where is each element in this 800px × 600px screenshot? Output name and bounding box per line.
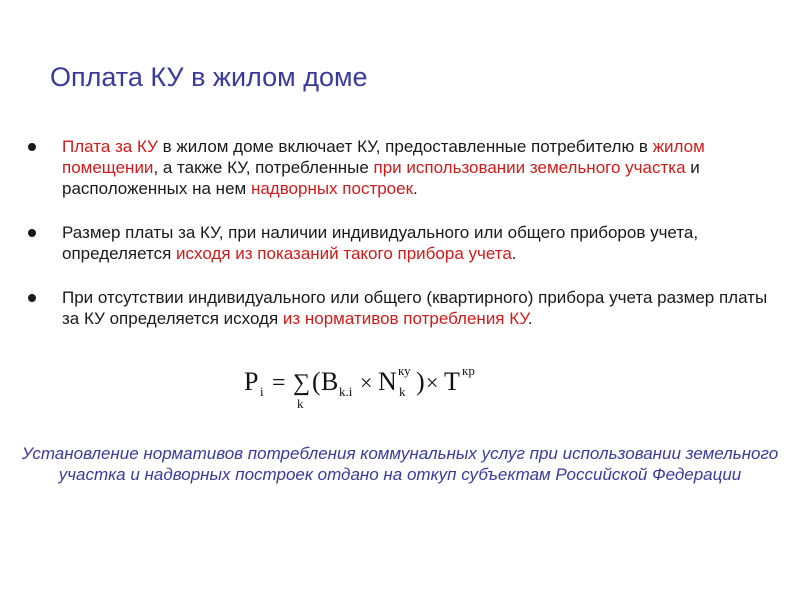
text-segment: Плата за КУ <box>62 137 158 156</box>
formula-times-2: × <box>426 370 439 395</box>
formula-n-sup: ку <box>398 363 411 378</box>
payment-formula <box>244 360 524 416</box>
formula-lhs-sub: i <box>260 384 264 399</box>
text-segment: , а также КУ, потребленные <box>153 158 374 177</box>
text-segment: жилом помещении <box>62 137 705 177</box>
formula-svg <box>244 360 524 416</box>
formula-t: T <box>444 367 460 396</box>
bullet-dot-icon <box>28 294 36 302</box>
formula-equals: = <box>272 370 286 396</box>
text-segment: из нормативов потребления КУ <box>282 309 528 328</box>
formula-close-paren: ) <box>416 367 425 396</box>
text-segment: . <box>527 309 533 328</box>
bullet-dot-icon <box>28 229 36 237</box>
text-segment: . <box>413 179 418 198</box>
formula-times-1: × <box>360 370 373 395</box>
text-segment: исходя из показаний такого прибора учета <box>176 244 512 263</box>
bullet-item <box>22 287 782 329</box>
formula-n: N <box>378 367 397 396</box>
text-segment: надворных построек <box>250 179 414 198</box>
text-segment: в жилом доме включает КУ, предоставленные потребителю в <box>157 137 653 156</box>
bullet-item <box>22 222 782 264</box>
bullet-dot-icon <box>28 143 36 151</box>
bullet-text <box>62 287 782 329</box>
text-segment: . <box>511 244 517 263</box>
formula-open-paren: ( <box>312 367 321 396</box>
formula-t-sup: кр <box>462 363 475 378</box>
formula-n-sub: k <box>399 384 406 399</box>
text-segment: При отсутствии индивидуального или общего (квартирного) прибора учета размер платы за КУ определяется исходя <box>62 288 768 328</box>
text-segment: при использовании земельного участка <box>373 158 686 177</box>
text-segment: Размер платы за КУ, при наличии индивидуального или общего приборов учета, определяется <box>62 223 699 263</box>
formula-b-sub: k.i <box>339 384 353 399</box>
bullet-text <box>62 136 782 199</box>
footnote-text: Установление нормативов потребления коммунальных услуг при использовании земельного участка и надворных построек отдано на откуп субъектам Российской Федерации <box>21 444 779 484</box>
bullet-list <box>22 136 782 352</box>
formula-b: B <box>321 367 339 396</box>
slide-title: Оплата КУ в жилом доме <box>50 62 368 92</box>
formula-lhs: P <box>244 367 259 396</box>
bullet-item <box>22 136 782 199</box>
formula-sigma: ∑ <box>293 370 311 396</box>
bullet-text <box>62 222 782 264</box>
formula-sigma-sub: k <box>297 396 304 411</box>
text-segment: и расположенных на нем <box>62 158 700 198</box>
